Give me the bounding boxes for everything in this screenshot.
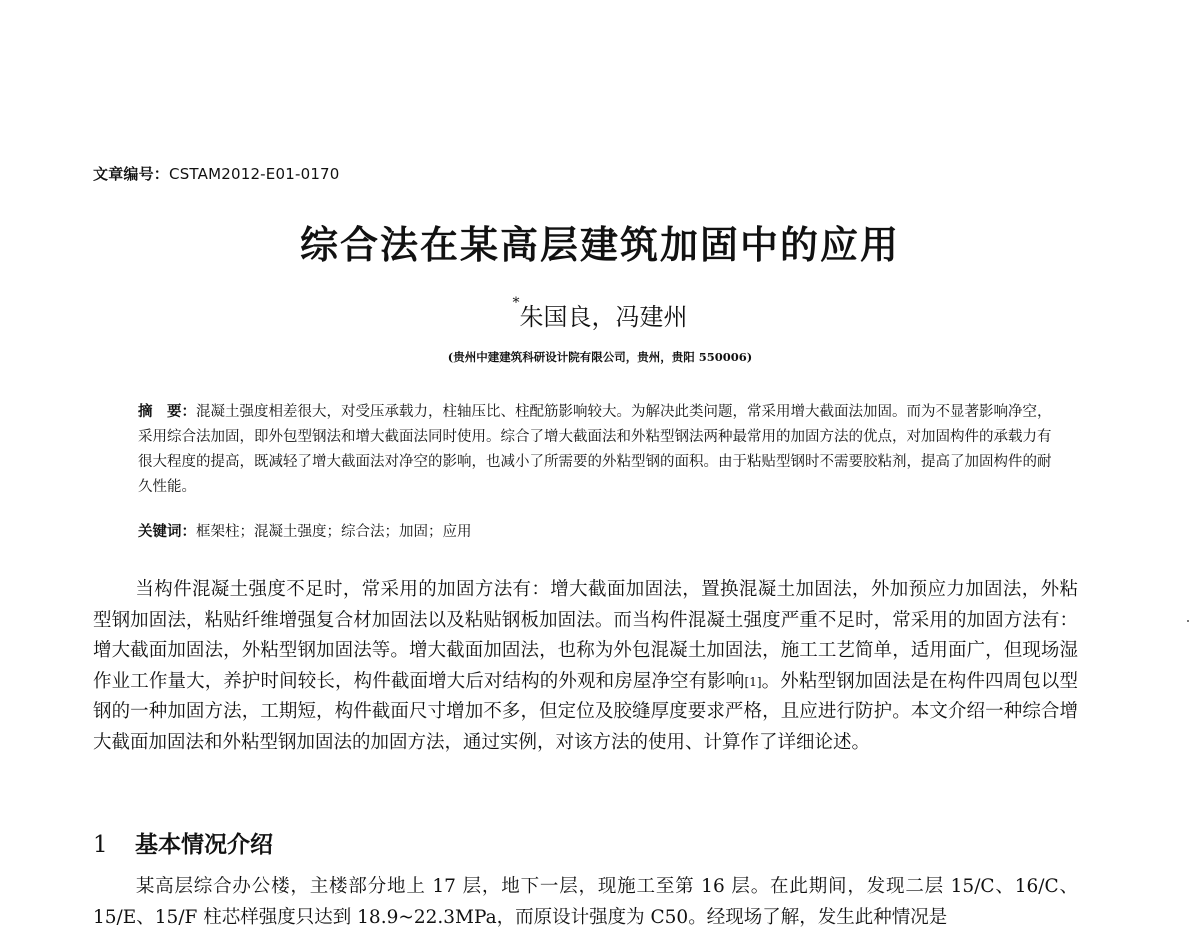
- keywords: [138, 520, 1058, 545]
- article-id: [93, 163, 340, 184]
- keywords-text: 框架柱；混凝土强度；综合法；加固；应用: [196, 524, 472, 540]
- abstract: [138, 400, 1058, 500]
- article-id-label: 文章编号：: [93, 165, 170, 183]
- authors: [0, 297, 1200, 332]
- affiliation: (贵州中建建筑科研设计院有限公司，贵州，贵阳 550006): [447, 350, 753, 364]
- section-paragraph-text: 某高层综合办公楼，主楼部分地上 17 层，地下一层，现施工至第 16 层。在此期间，发现二层 15/C、16/C、15/E、15/F 柱芯样强度只达到 18.9~22.3MPa，而原设计强度为 C50。经现场了解，发生此种情况是: [93, 876, 1078, 928]
- intro-text-a: 当构件混凝土强度不足时，常采用的加固方法有：增大截面加固法，置换混凝土加固法，外加预应力加固法，外粘型钢加固法，粘贴纤维增强复合材加固法以及粘贴钢板加固法。而当构件混凝土强度严重不足时，常采用的加固方法有：增大截面加固法，外粘型钢加固法等。增大截面加固法，也称为外包混凝土加固法，施工工艺简单，适用面广，但现场湿作业工作量大，养护时间较长，构件截面增大后对结构的外观和房屋净空有影响: [93, 579, 1078, 692]
- abstract-text: 混凝土强度相差很大，对受压承载力，柱轴压比、柱配筋影响较大。为解决此类问题，常采用增大截面法加固。而为不显著影响净空，采用综合法加固，即外包型钢法和增大截面法同时使用。综合了增大截面法和外粘型钢法两种最常用的加固方法的优点，对加固构件的承载力有很大程度的提高，既减轻了增大截面法对净空的影响，也减小了所需要的外粘型钢的面积。由于粘贴型钢时不需要胶粘剂，提高了加固构件的耐久性能。: [138, 404, 1052, 495]
- scan-speck: [1187, 620, 1189, 622]
- section-paragraph: [93, 872, 1078, 933]
- corresponding-marker: *: [512, 295, 520, 311]
- section-title: 基本情况介绍: [135, 832, 273, 858]
- article-id-value: CSTAM2012-E01-0170: [169, 165, 340, 183]
- section-number: 1: [93, 832, 108, 858]
- citation-ref: [1]: [744, 674, 762, 689]
- author-names: 朱国良，冯建州: [519, 303, 688, 331]
- intro-paragraph: [93, 575, 1078, 758]
- intro-text-b: 。外粘型钢加固法是在构件四周包以型钢的一种加固方法，工期短，构件截面尺寸增加不多，但定位及胶缝厚度要求严格，且应进行防护。本文介绍一种综合增大截面加固法和外粘型钢加固法的加固方法，通过实例，对该方法的使用、计算作了详细论述。: [93, 670, 1078, 753]
- section-heading: [93, 826, 273, 859]
- abstract-label: 摘 要：: [138, 404, 196, 420]
- keywords-label: 关键词：: [138, 524, 196, 540]
- paper-title: 综合法在某高层建筑加固中的应用: [299, 223, 900, 267]
